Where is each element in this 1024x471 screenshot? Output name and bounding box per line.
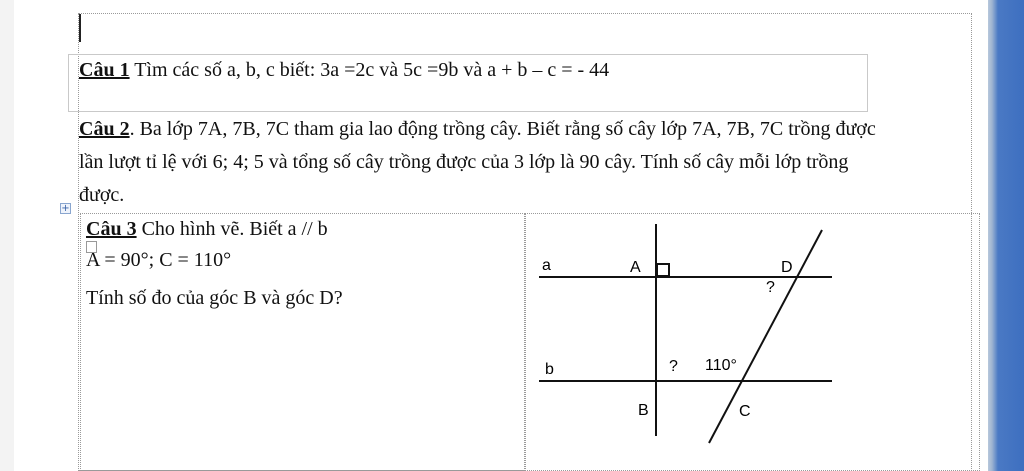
question-2-line-2[interactable]: lần lượt tỉ lệ với 6; 4; 5 và tổng số cây trồng được của 3 lớp là 90 cây. Tính số cây mỗi lớp trồng: [79, 151, 849, 173]
question-1-text: Tìm các số a, b, c biết: 3a =2c và 5c =9b và a + b – c = - 44: [129, 59, 610, 81]
label-point-a: A: [630, 259, 641, 276]
question-3-prompt[interactable]: Tính số đo của góc B và góc D?: [86, 287, 343, 309]
question-2-line-3[interactable]: được.: [79, 184, 125, 206]
label-point-c: C: [739, 403, 751, 420]
question-1-label: Câu 1: [79, 59, 130, 81]
unknown-angle-b: ?: [669, 358, 678, 375]
transversal-oblique: [709, 230, 822, 443]
question-3-label: Câu 3: [86, 218, 137, 240]
label-point-d: D: [781, 259, 793, 276]
window-side-bar: [988, 0, 1024, 471]
given-angle-a: A = 90°: [86, 249, 149, 271]
right-angle-mark: [657, 264, 669, 276]
label-point-b: B: [638, 402, 649, 419]
question-2-label: Câu 2: [79, 118, 130, 140]
label-line-b: b: [545, 361, 554, 378]
given-angle-c: C = 110°: [159, 249, 232, 271]
question-2-text-1: . Ba lớp 7A, 7B, 7C tham gia lao động trồng cây. Biết rằng số cây lớp 7A, 7B, 7C trồng được: [129, 118, 876, 140]
unknown-angle-d: ?: [766, 279, 775, 296]
givens-separator: ;: [148, 249, 160, 271]
label-line-a: a: [542, 257, 551, 274]
angle-c-value: 110°: [705, 357, 737, 374]
question-3-intro-text: Cho hình vẽ. Biết a // b: [136, 218, 328, 240]
table-move-handle-icon[interactable]: +: [61, 203, 70, 214]
